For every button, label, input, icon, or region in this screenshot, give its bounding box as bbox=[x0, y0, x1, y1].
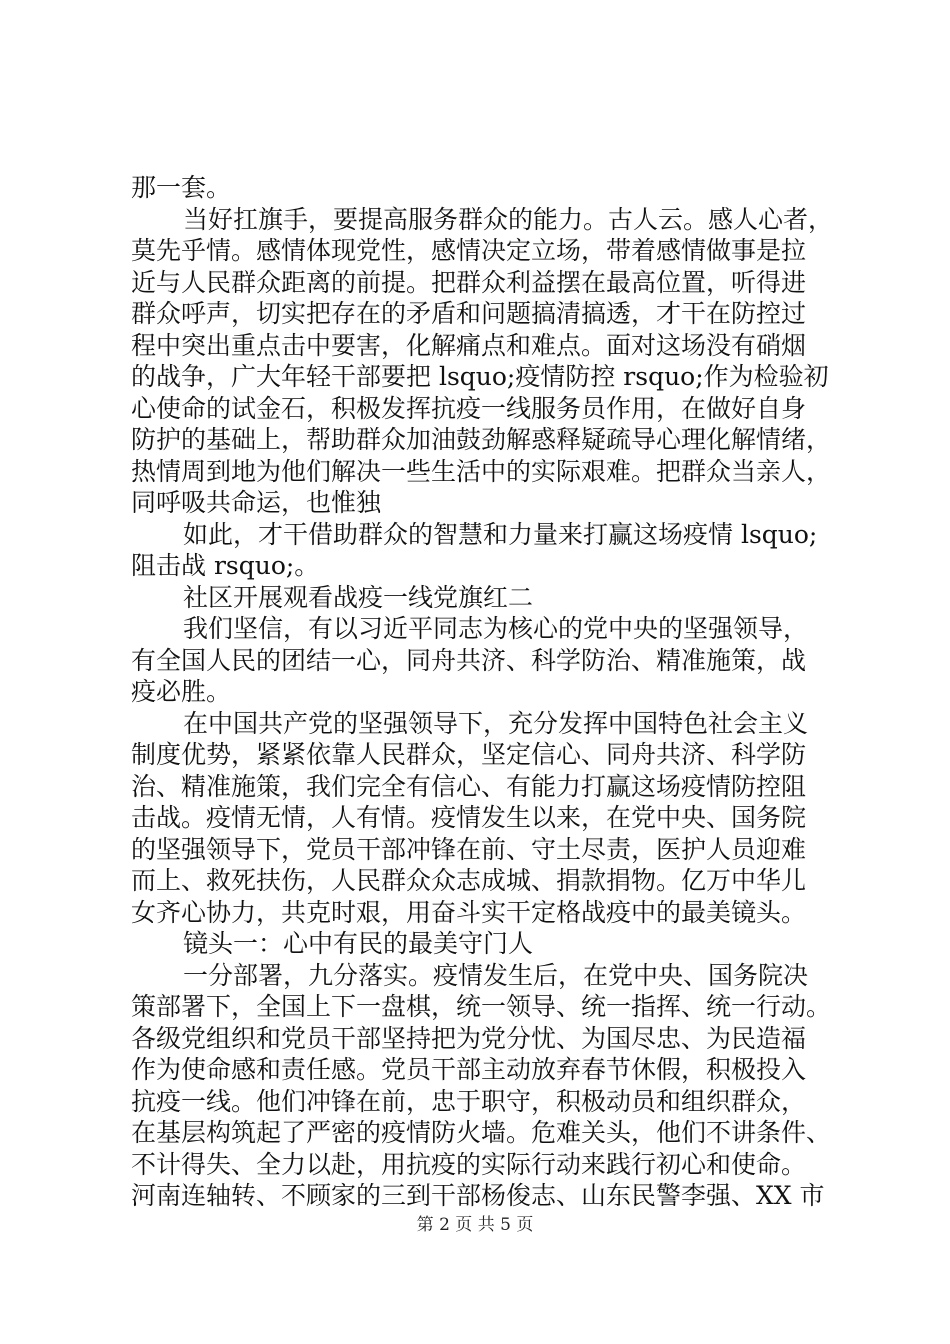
paragraph-line: 在中国共产党的坚强领导下，充分发挥中国特色社会主义 bbox=[183, 708, 809, 738]
paragraph-line: 一分部署，九分落实。疫情发生后，在党中央、国务院决 bbox=[183, 960, 809, 990]
paragraph-line: 不计得失、全力以赴，用抗疫的实际行动来践行初心和使命。 bbox=[131, 1149, 807, 1179]
section-heading: 社区开展观看战疫一线党旗红二 bbox=[183, 582, 534, 612]
paragraph-line: 防护的基础上，帮助群众加油鼓劲解惑释疑疏导心理化解情绪， bbox=[131, 425, 832, 454]
page-footer: 第 2 页 共 5 页 bbox=[416, 1215, 534, 1235]
paragraph-line: 策部署下，全国上下一盘棋，统一领导、统一指挥、统一行动。 bbox=[131, 992, 832, 1021]
paragraph-line: 制度优势，紧紧依靠人民群众，坚定信心、同舟共济、科学防 bbox=[131, 740, 807, 769]
paragraph-line: 同呼吸共命运，也惟独 bbox=[131, 488, 382, 517]
paragraph-line: 如此，才干借助群众的智慧和力量来打赢这场疫情 lsquo; bbox=[183, 519, 818, 549]
paragraph-line: 的战争，广大年轻干部要把 lsquo;疫情防控 rsquo;作为检验初 bbox=[131, 362, 829, 391]
paragraph-line: 当好扛旗手，要提高服务群众的能力。古人云。感人心者， bbox=[183, 204, 834, 234]
paragraph-line: 群众呼声，切实把存在的矛盾和问题搞清搞透，才干在防控过 bbox=[131, 299, 807, 328]
section-heading: 镜头一：心中有民的最美守门人 bbox=[183, 929, 534, 958]
paragraph-line: 那一套。 bbox=[131, 173, 232, 202]
paragraph-line: 莫先乎情。感情体现党性，感情决定立场，带着感情做事是拉 bbox=[131, 236, 807, 265]
paragraph-line: 在基层构筑起了严密的疫情防火墙。危难关头，他们不讲条件、 bbox=[131, 1118, 832, 1147]
paragraph-line: 治、精准施策，我们完全有信心、有能力打赢这场疫情防控阻 bbox=[131, 771, 807, 801]
paragraph-line: 女齐心协力，共克时艰，用奋斗实干定格战疫中的最美镜头。 bbox=[131, 897, 807, 927]
paragraph-line: 阻击战 rsquo;。 bbox=[131, 551, 320, 580]
paragraph-line: 心使命的试金石，积极发挥抗疫一线服务员作用，在做好自身 bbox=[131, 393, 807, 423]
paragraph-line: 的坚强领导下，党员干部冲锋在前、守土尽责，医护人员迎难 bbox=[131, 834, 807, 864]
paragraph-line: 击战。疫情无情，人有情。疫情发生以来，在党中央、国务院 bbox=[131, 803, 807, 832]
paragraph-line: 河南连轴转、不顾家的三到干部杨俊志、山东民警李强、XX 市 bbox=[131, 1181, 825, 1210]
paragraph-line: 近与人民群众距离的前提。把群众利益摆在最高位置，听得进 bbox=[131, 267, 807, 297]
paragraph-line: 程中突出重点击中要害，化解痛点和难点。面对这场没有硝烟 bbox=[131, 330, 807, 360]
paragraph-line: 我们坚信，有以习近平同志为核心的党中央的坚强领导， bbox=[183, 614, 809, 643]
paragraph-line: 热情周到地为他们解决一些生活中的实际艰难。把群众当亲人， bbox=[131, 456, 832, 486]
paragraph-line: 有全国人民的团结一心，同舟共济、科学防治、精准施策，战 bbox=[131, 645, 807, 675]
paragraph-line: 抗疫一线。他们冲锋在前，忠于职守，积极动员和组织群众， bbox=[131, 1086, 807, 1116]
paragraph-line: 各级党组织和党员干部坚持把为党分忧、为国尽忠、为民造福 bbox=[131, 1023, 807, 1053]
paragraph-line: 而上、救死扶伤，人民群众众志成城、捐款捐物。亿万中华儿 bbox=[131, 866, 807, 895]
paragraph-line: 作为使命感和责任感。党员干部主动放弃春节休假，积极投入 bbox=[131, 1055, 807, 1084]
paragraph-line: 疫必胜。 bbox=[131, 677, 232, 706]
